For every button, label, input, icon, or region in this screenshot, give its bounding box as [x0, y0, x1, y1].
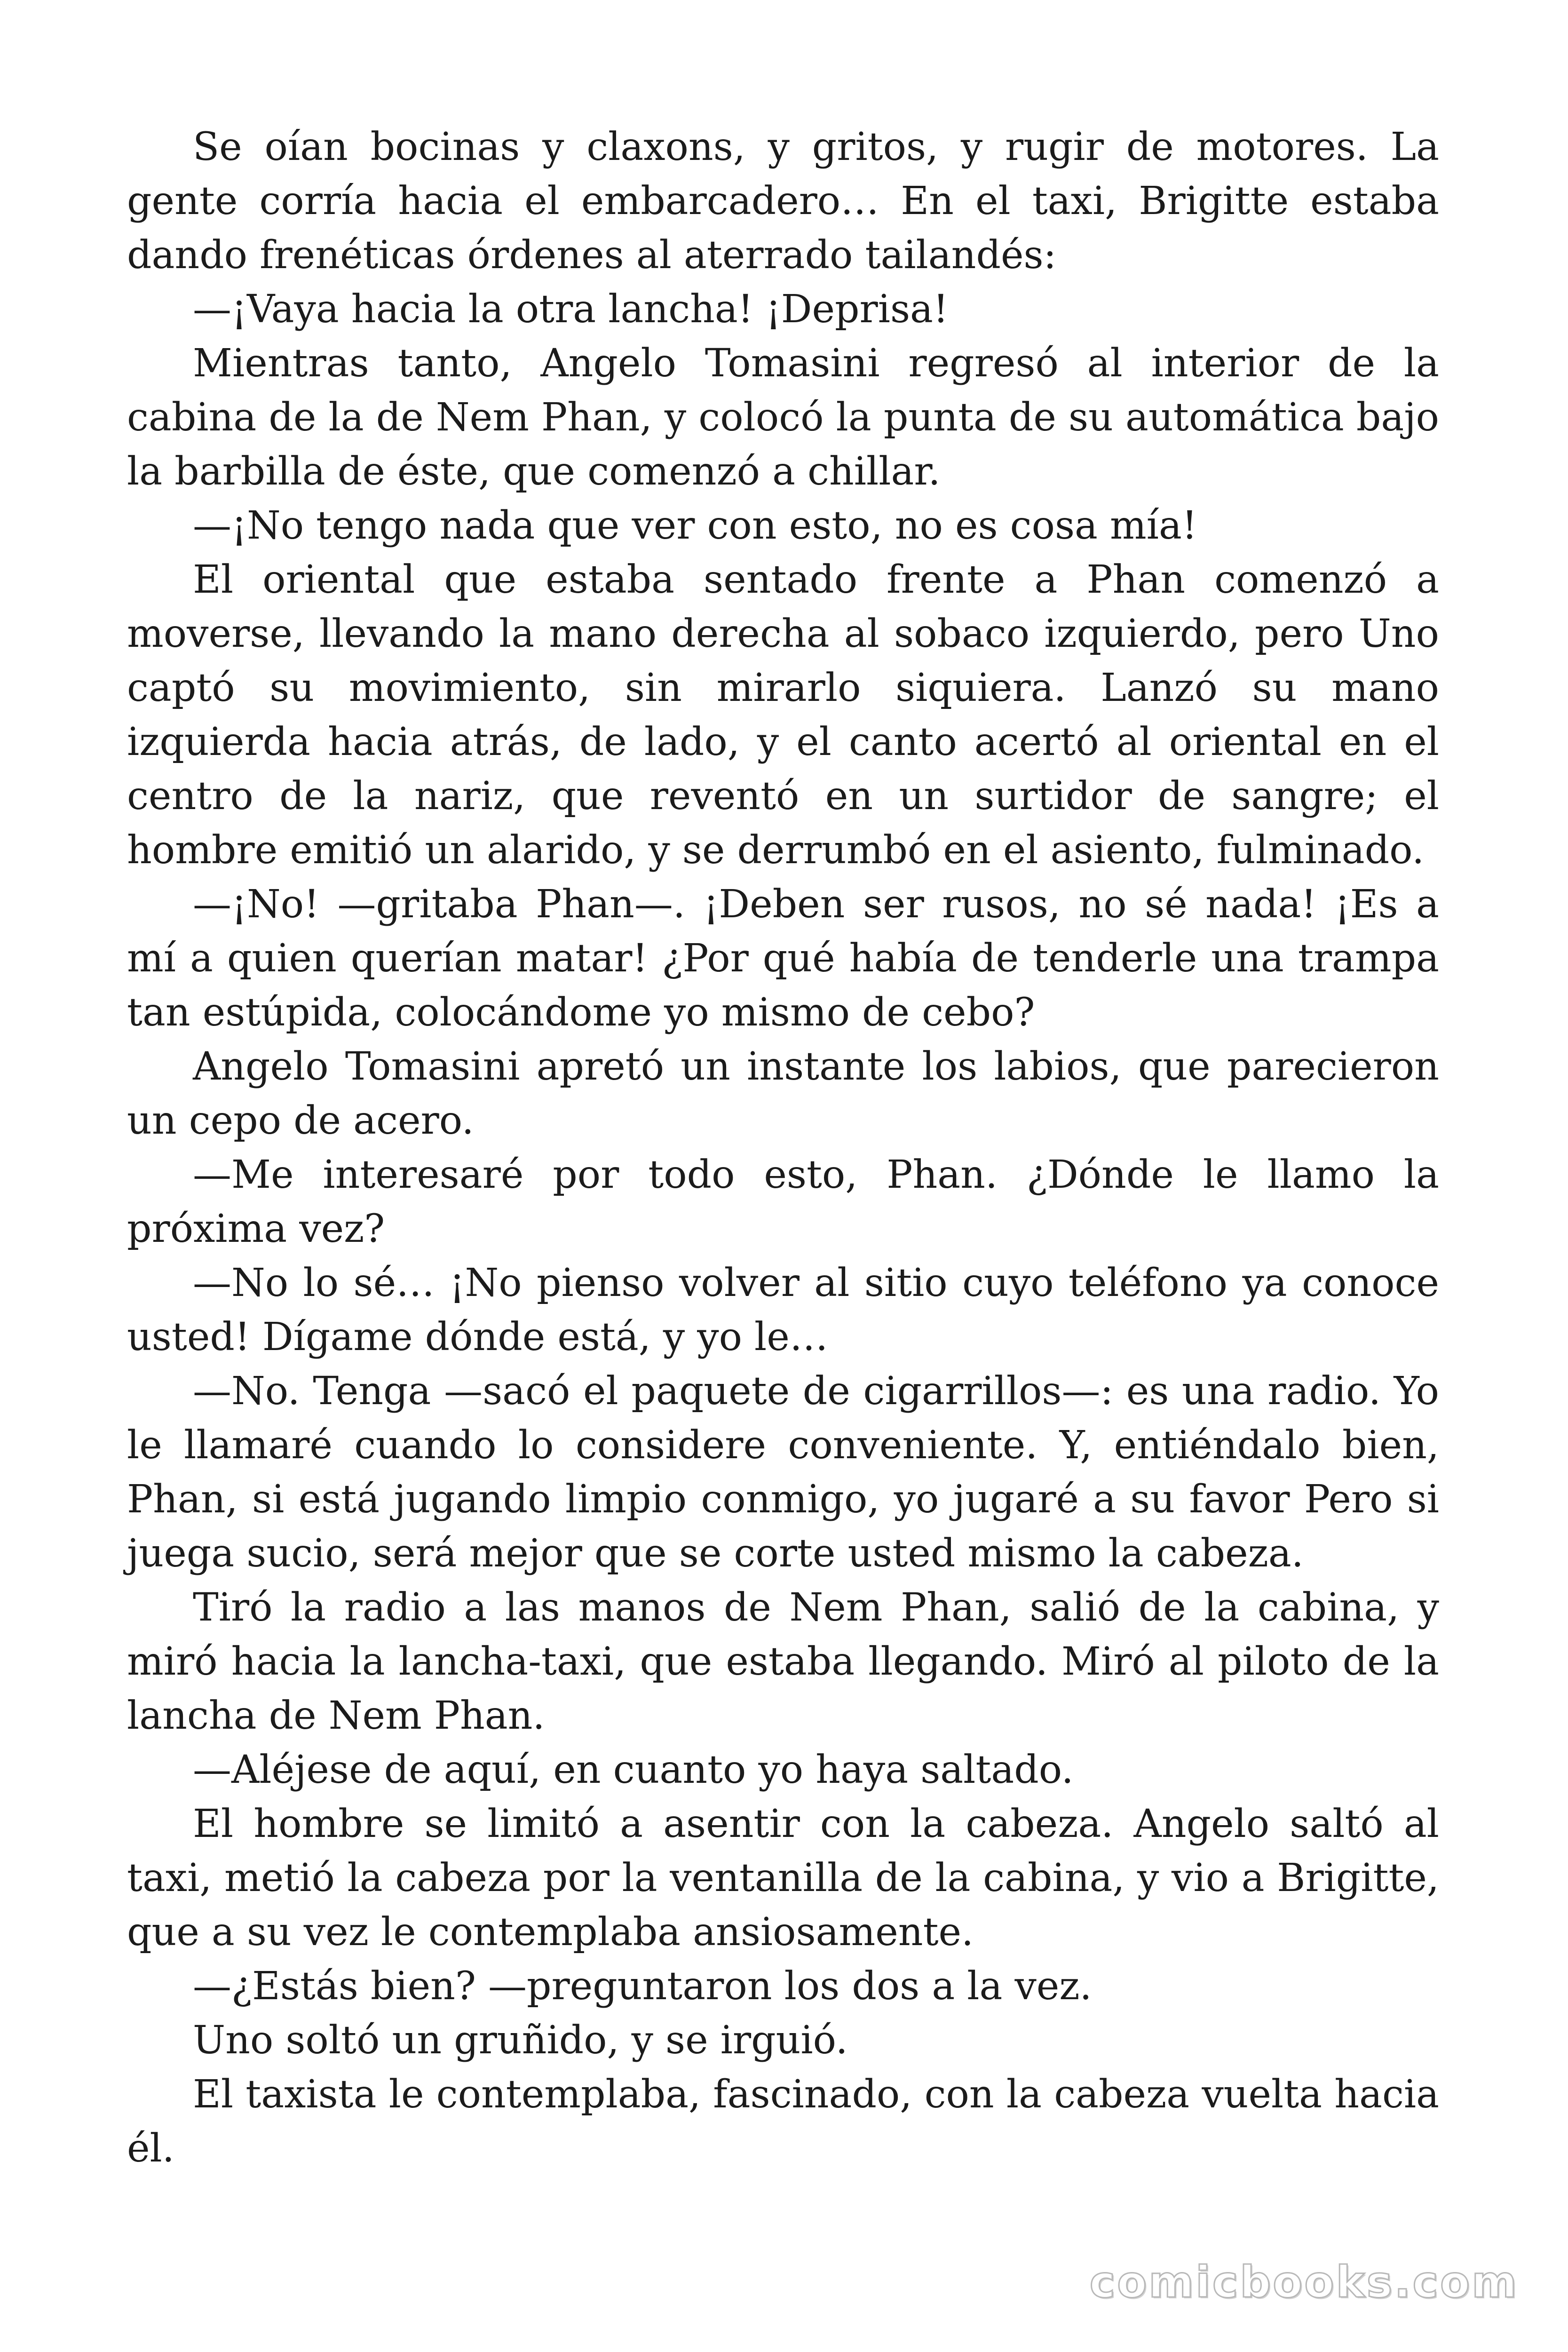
paragraph: —¿Estás bien? —preguntaron los dos a la vez. [193, 1964, 1092, 2009]
paragraph: Uno soltó un gruñido, y se irguió. [193, 2018, 848, 2063]
paragraph: —No lo sé… ¡No pienso volver al sitio cuyo teléfono ya conoce usted! Dígame dónde está, y yo le… [127, 1261, 1439, 1359]
watermark-logo: comicbooks.com [1089, 2257, 1519, 2307]
paragraph: —Aléjese de aquí, en cuanto yo haya saltado. [193, 1748, 1074, 1792]
paragraph: El taxista le contemplaba, fascinado, con la cabeza vuelta hacia él. [127, 2072, 1439, 2171]
paragraph: Mientras tanto, Angelo Tomasini regresó al interior de la cabina de la de Nem Phan, y colocó la punta de su automática bajo la barbilla de éste, que comenzó a chillar. [127, 341, 1439, 494]
paragraph: —¡No! —gritaba Phan—. ¡Deben ser rusos, no sé nada! ¡Es a mí a quien querían matar! ¿Por qué había de tenderle una trampa tan estúpida, colocándome yo mismo de cebo? [127, 882, 1439, 1035]
paragraph: Se oían bocinas y claxons, y gritos, y rugir de motores. La gente corría hacia el embarcadero… En el taxi, Brigitte estaba dando frenéticas órdenes al aterrado tailandés: [127, 125, 1439, 278]
paragraph: —¡Vaya hacia la otra lancha! ¡Deprisa! [193, 287, 949, 332]
paragraph: Angelo Tomasini apretó un instante los labios, que parecieron un cepo de acero. [127, 1044, 1439, 1143]
paragraph: —¡No tengo nada que ver con esto, no es cosa mía! [193, 503, 1197, 548]
paragraph: —Me interesaré por todo esto, Phan. ¿Dónde le llamo la próxima vez? [127, 1152, 1439, 1251]
page-body [127, 120, 1439, 2176]
paragraph: Tiró la radio a las manos de Nem Phan, salió de la cabina, y miró hacia la lancha-taxi, que estaba llegando. Miró al piloto de la lancha de Nem Phan. [127, 1585, 1439, 1738]
paragraph: —No. Tenga —sacó el paquete de cigarrillos—: es una radio. Yo le llamaré cuando lo considere conveniente. Y, entiéndalo bien, Phan, si está jugando limpio conmigo, yo jugaré a su favor Pero si juega sucio, será mejor que se corte usted mismo la cabeza. [127, 1369, 1439, 1576]
paragraph: El oriental que estaba sentado frente a Phan comenzó a moverse, llevando la mano derecha al sobaco izquierdo, pero Uno captó su movimiento, sin mirarlo siquiera. Lanzó su mano izquierda hacia atrás, de lado, y el canto acertó al oriental en el centro de la nariz, que reventó en un surtidor de sangre; el hombre emitió un alarido, y se derrumbó en el asiento, fulminado. [127, 557, 1439, 873]
paragraph: El hombre se limitó a asentir con la cabeza. Angelo saltó al taxi, metió la cabeza por la ventanilla de la cabina, y vio a Brigitte, que a su vez le contemplaba ansiosamente. [127, 1802, 1439, 1955]
